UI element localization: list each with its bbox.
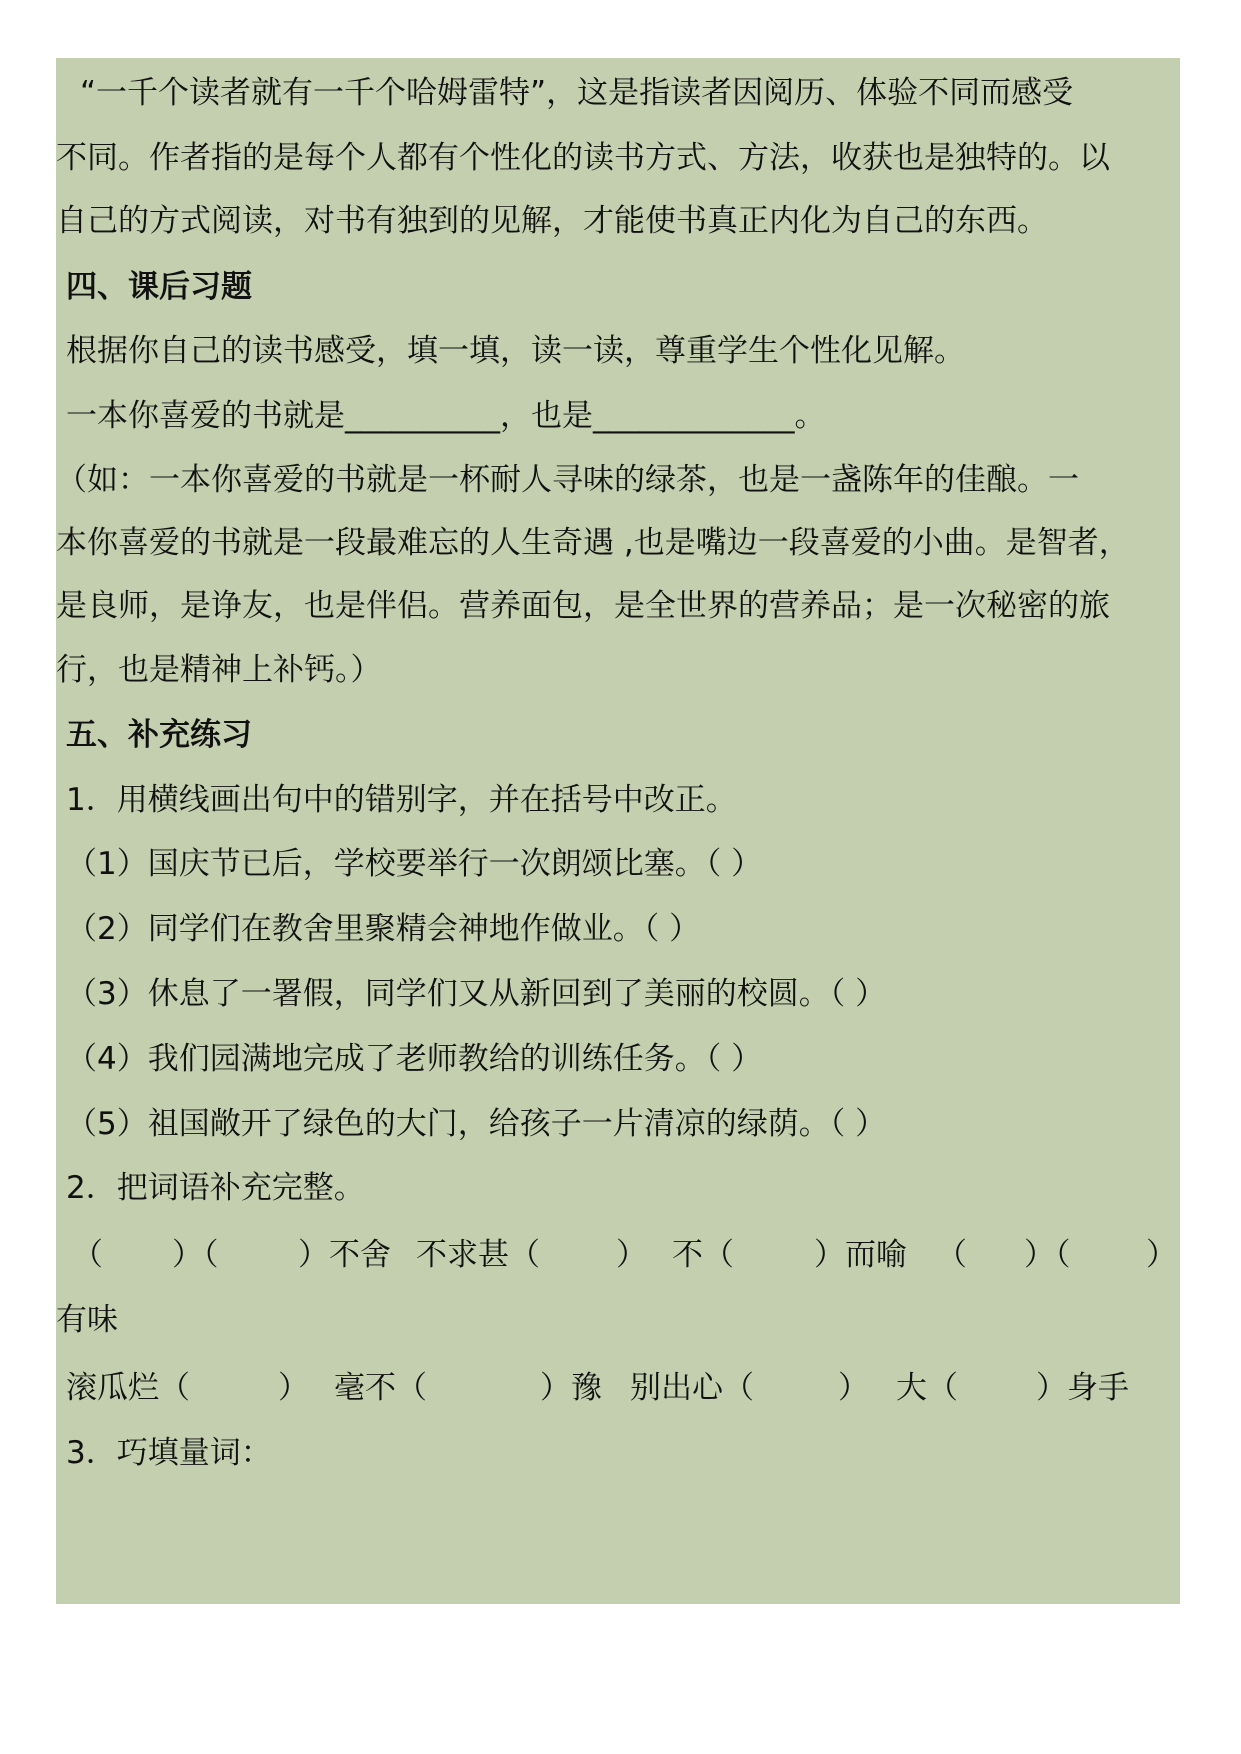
q2-row1-part-6: 不（ (672, 1237, 734, 1273)
q2-row1-part-9: ）（ (1024, 1237, 1071, 1273)
section-4-heading: 四、课后习题 (66, 269, 252, 305)
q2-row1-part-4: 不求甚（ (416, 1237, 540, 1273)
q2-row1-part-8: （ (936, 1237, 967, 1273)
example-line-3: 是良师，是诤友，也是伴侣。营养面包，是全世界的营养品；是一次秘密的旅 (56, 588, 1110, 624)
q2-row1-part-2: ）（ (172, 1237, 219, 1273)
q1-item-1: （1）国庆节已后，学校要举行一次朗颂比塞。（ ） (66, 846, 763, 882)
q2-row2-part-2: ） (278, 1370, 309, 1406)
example-line-2: 本你喜爱的书就是一段最难忘的人生奇遇 ,也是嘴边一段喜爱的小曲。是智者， (56, 525, 1130, 561)
section-4-instruction: 根据你自己的读书感受，填一填，读一读，尊重学生个性化见解。 (66, 333, 965, 369)
q1-item-5: （5）祖国敞开了绿色的大门，给孩子一片清凉的绿荫。（ ） (66, 1106, 887, 1142)
q2-row2-part-7: 大（ (896, 1370, 958, 1406)
fill-in-line: 一本你喜爱的书就是__________，也是_____________。 (66, 398, 826, 434)
q2-row1-part-10: ） (1146, 1237, 1177, 1273)
example-line-1: （如：一本你喜爱的书就是一杯耐人寻味的绿茶，也是一盏陈年的佳酿。一 (56, 462, 1079, 498)
q2-row2-part-6: ） (838, 1370, 869, 1406)
q2-title: 2．把词语补充完整。 (66, 1170, 365, 1206)
q2-row1-part-5: ） (616, 1237, 647, 1273)
q2-row1-part-7: ）而喻 (814, 1237, 907, 1273)
q2-row2-part-4: ）豫 (540, 1370, 602, 1406)
q2-row1-part-3: ）不舍 (298, 1237, 391, 1273)
q2-row2-part-8: ）身手 (1036, 1370, 1129, 1406)
q1-item-4: （4）我们园满地完成了老师教给的训练任务。（ ） (66, 1041, 763, 1077)
q1-title: 1．用横线画出句中的错别字，并在括号中改正。 (66, 782, 737, 818)
example-line-4: 行，也是精神上补钙。） (56, 652, 382, 688)
q2-row2-part-3: 毫不（ (334, 1370, 427, 1406)
intro-line-3: 自己的方式阅读，对书有独到的见解，才能使书真正内化为自己的东西。 (56, 203, 1048, 239)
q1-item-3: （3）休息了一署假，同学们又从新回到了美丽的校圆。（ ） (66, 976, 887, 1012)
intro-line-1: “一千个读者就有一千个哈姆雷特”，这是指读者因阅历、体验不同而感受 (80, 75, 1074, 111)
content-panel (56, 58, 1180, 1604)
q2-row1-part-1: （ (72, 1237, 103, 1273)
q2-row-1-wrap: 有味 (56, 1302, 118, 1338)
intro-line-2: 不同。作者指的是每个人都有个性化的读书方式、方法，收获也是独特的。以 (56, 140, 1110, 176)
q2-row2-part-1: 滚瓜烂（ (66, 1370, 190, 1406)
q3-title: 3．巧填量词： (66, 1435, 272, 1471)
section-5-heading: 五、补充练习 (66, 717, 252, 753)
q2-row2-part-5: 别出心（ (630, 1370, 754, 1406)
q1-item-2: （2）同学们在教舍里聚精会神地作做业。（ ） (66, 911, 701, 947)
